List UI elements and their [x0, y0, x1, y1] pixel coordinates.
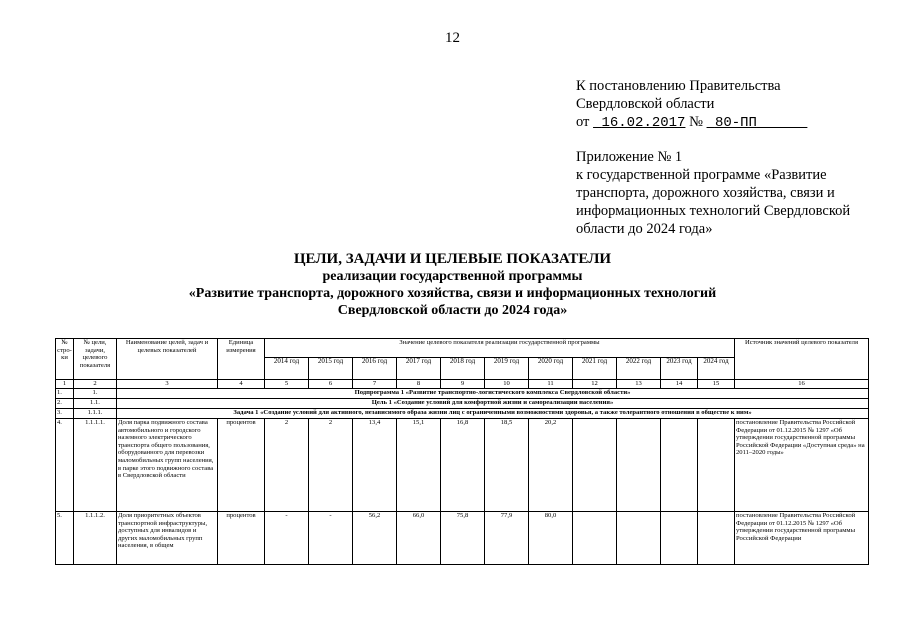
value-cell: 66,0	[397, 512, 441, 565]
column-number: 11	[529, 380, 573, 389]
indicator-name: Доля парка подвижного состава автомобильного и городского наземного электрического транспорта общего пользования, оборудованного для перевозки маломобильных групп населения, в парке этого подвижного состава в Свердловской области	[117, 419, 218, 512]
value-cell: 16,8	[441, 419, 485, 512]
page-number: 12	[445, 30, 460, 46]
value-cell: 56,2	[353, 512, 397, 565]
header-unit: Единица измерения	[218, 339, 265, 380]
appendix-text: к государственной программе «Развитие транспорта, дорожного хозяйства, связи и информационных технологий Свердловской области до 2024 года»	[576, 167, 851, 237]
goal-row	[56, 399, 869, 409]
column-number: 3	[117, 380, 218, 389]
column-number: 4	[218, 380, 265, 389]
number-prefix: №	[689, 114, 703, 130]
header-year: 2024 год	[698, 358, 735, 380]
row-code: 1.1.1.2.	[74, 512, 117, 565]
row-number: 3.	[56, 409, 74, 419]
value-cell: 75,8	[441, 512, 485, 565]
column-number: 15	[698, 380, 735, 389]
value-cell	[661, 419, 698, 512]
column-number: 6	[309, 380, 353, 389]
value-cell: 2	[309, 419, 353, 512]
goals-table	[55, 338, 869, 565]
value-cell	[573, 512, 617, 565]
column-number: 13	[617, 380, 661, 389]
document-title	[0, 250, 905, 319]
row-title: Подпрограмма 1 «Развитие транспортно-логистического комплекса Свердловской области»	[117, 389, 869, 399]
header-year: 2022 год	[617, 358, 661, 380]
column-number: 16	[735, 380, 869, 389]
column-number: 14	[661, 380, 698, 389]
table-row	[56, 512, 869, 565]
header-year: 2018 год	[441, 358, 485, 380]
approval-date-line	[576, 113, 807, 132]
title-line-3: «Развитие транспорта, дорожного хозяйства, связи и информационных технологий	[188, 286, 717, 301]
header-source: Источник значений целевого показателя	[735, 339, 869, 380]
column-number: 2	[74, 380, 117, 389]
header-year: 2015 год	[309, 358, 353, 380]
row-code: 1.1.1.	[74, 409, 117, 419]
header-year: 2016 год	[353, 358, 397, 380]
value-cell: 80,0	[529, 512, 573, 565]
column-number: 8	[397, 380, 441, 389]
value-cell	[698, 512, 735, 565]
unit-cell: процентов	[218, 512, 265, 565]
header-year: 2017 год	[397, 358, 441, 380]
value-cell: 2	[265, 419, 309, 512]
row-title: Задача 1 «Создание условий для активного, независимого образа жизни лиц с ограниченными возможностями здоровья, а также толерантного отношения в обществе к ним»	[117, 409, 869, 419]
value-cell: 20,2	[529, 419, 573, 512]
value-cell: 18,5	[485, 419, 529, 512]
row-number: 2.	[56, 399, 74, 409]
number-value: 80-ПП	[714, 115, 757, 131]
value-cell: -	[265, 512, 309, 565]
column-number: 5	[265, 380, 309, 389]
row-code: 1.1.	[74, 399, 117, 409]
header-year: 2023 год	[661, 358, 698, 380]
approval-line-1: К постановлению Правительства	[576, 78, 781, 94]
title-line-1: ЦЕЛИ, ЗАДАЧИ И ЦЕЛЕВЫЕ ПОКАЗАТЕЛИ	[293, 251, 612, 267]
row-title: Цель 1 «Создание условий для комфортной жизни и самореализации населения»	[117, 399, 869, 409]
column-number-row	[56, 380, 869, 389]
value-cell: -	[309, 512, 353, 565]
value-cell	[617, 512, 661, 565]
approval-line-2: Свердловской области	[576, 96, 715, 112]
value-cell	[661, 512, 698, 565]
column-number: 12	[573, 380, 617, 389]
indicator-name: Доля приоритетных объектов транспортной инфраструктуры, доступных для инвалидов и других маломобильных групп населения, в общем	[117, 512, 218, 565]
header-year: 2021 год	[573, 358, 617, 380]
value-cell: 15,1	[397, 419, 441, 512]
appendix-line-1: Приложение № 1	[576, 149, 683, 165]
value-cell: 77,9	[485, 512, 529, 565]
row-number: 4.	[56, 419, 74, 512]
row-number: 1.	[56, 389, 74, 399]
subprogram-row	[56, 389, 869, 399]
row-number: 5.	[56, 512, 74, 565]
header-goal-no: № цели, задачи, целевого показателя	[74, 339, 117, 380]
value-cell: 13,4	[353, 419, 397, 512]
unit-cell: процентов	[218, 419, 265, 512]
approval-block	[576, 77, 807, 132]
title-line-2: реализации государственной программы	[322, 269, 583, 284]
value-cell	[698, 419, 735, 512]
column-number: 1	[56, 380, 74, 389]
date-value: 16.02.2017	[601, 115, 686, 131]
appendix-block	[576, 148, 876, 238]
row-code: 1.	[74, 389, 117, 399]
table-row	[56, 419, 869, 512]
value-cell	[617, 419, 661, 512]
header-year: 2020 год	[529, 358, 573, 380]
value-cell	[573, 419, 617, 512]
header-row-no: № стро-ки	[56, 339, 74, 380]
date-prefix: от	[576, 114, 590, 130]
row-code: 1.1.1.1.	[74, 419, 117, 512]
header-value-group: Значение целевого показателя реализации государственной программы	[265, 339, 735, 358]
header-year: 2014 год	[265, 358, 309, 380]
task-row	[56, 409, 869, 419]
header-name: Наименование целей, задач и целевых показателей	[117, 339, 218, 380]
source-cell: постановление Правительства Российской Федерации от 01.12.2015 № 1297 «Об утверждении государственной программы Российской Федерации «Доступная среда» на 2011–2020 годы»	[735, 419, 869, 512]
title-line-4: Свердловской области до 2024 года»	[337, 303, 568, 318]
header-year: 2019 год	[485, 358, 529, 380]
column-number: 10	[485, 380, 529, 389]
column-number: 7	[353, 380, 397, 389]
source-cell: постановление Правительства Российской Федерации от 01.12.2015 № 1297 «Об утверждении государственной программы Российской Федерации	[735, 512, 869, 565]
column-number: 9	[441, 380, 485, 389]
